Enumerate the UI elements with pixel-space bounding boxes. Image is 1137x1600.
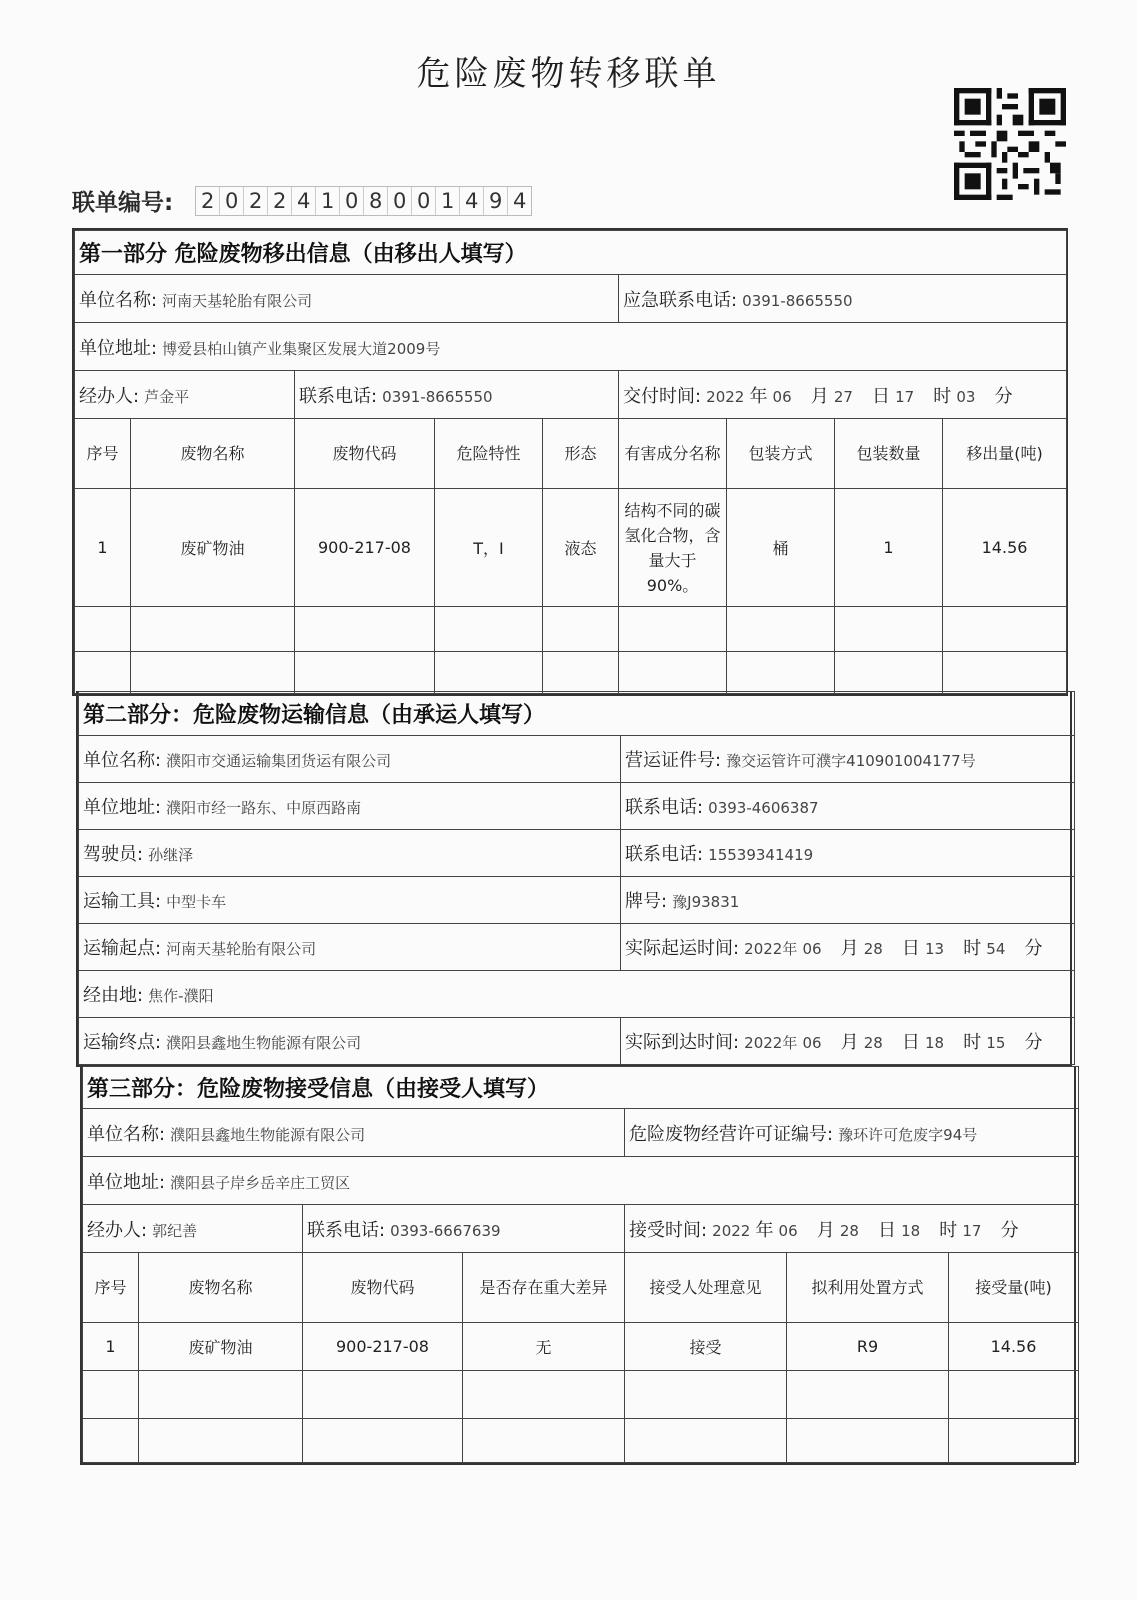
serial-label: 联单编号:	[72, 190, 174, 216]
table-row	[83, 1323, 1079, 1371]
table-row	[83, 1419, 1079, 1463]
serial-digit: 4	[292, 187, 316, 215]
row-form: 液态	[543, 489, 619, 607]
driver-value: 孙继泽	[148, 846, 194, 864]
carrier-name-label: 单位名称:	[83, 750, 162, 771]
column-header: 移出量(吨)	[943, 419, 1067, 489]
column-header: 接受量(吨)	[949, 1253, 1079, 1323]
table-row	[83, 1371, 1079, 1419]
month-unit: 月	[840, 938, 859, 959]
part3-section	[80, 1066, 1076, 1465]
arrive-day: 28	[863, 1034, 883, 1052]
month-unit: 月	[816, 1219, 835, 1241]
serial-digit: 9	[484, 187, 508, 215]
serial-digit: 0	[412, 187, 436, 215]
receiver-handler-label: 经办人:	[87, 1219, 148, 1241]
receive-day: 28	[839, 1221, 859, 1240]
part3-heading: 第三部分：危险废物接受信息（由接受人填写）	[87, 1077, 550, 1102]
column-header: 包装方式	[727, 419, 835, 489]
receiver-handler-value: 郭纪善	[152, 1221, 198, 1240]
license-label: 营运证件号:	[625, 750, 722, 771]
serial-digit: 1	[316, 187, 340, 215]
depart-hour: 13	[925, 940, 945, 958]
column-header: 废物名称	[139, 1253, 303, 1323]
year-unit: 年	[749, 385, 768, 407]
row-waste-name: 废矿物油	[131, 489, 295, 607]
row-amount: 14.56	[949, 1323, 1079, 1371]
plate-label: 牌号:	[625, 891, 668, 912]
receiver-phone-value: 0393-6667639	[390, 1221, 501, 1240]
column-header: 是否存在重大差异	[463, 1253, 625, 1323]
arrive-label: 实际到达时间:	[625, 1032, 740, 1053]
carrier-phone-value: 0393-4606387	[708, 799, 819, 817]
carrier-phone-label: 联系电话:	[625, 797, 704, 818]
carrier-address-label: 单位地址:	[83, 797, 162, 818]
unit-name-value: 河南天基轮胎有限公司	[162, 291, 313, 310]
receive-year: 2022	[712, 1221, 751, 1240]
minute-unit: 分	[1024, 938, 1043, 959]
hour-unit: 时	[963, 938, 982, 959]
receive-label: 接受时间:	[629, 1219, 708, 1241]
receiver-address-value: 濮阳县子岸乡岳辛庄工贸区	[170, 1173, 351, 1192]
address-value: 博爱县柏山镇产业集聚区发展大道2009号	[162, 339, 441, 358]
column-header: 危险特性	[435, 419, 543, 489]
serial-digit: 0	[388, 187, 412, 215]
part2-table	[78, 691, 1075, 1065]
arrive-month: 06	[802, 1034, 822, 1052]
via-value: 焦作-濮阳	[148, 987, 214, 1005]
depart-year: 2022年	[744, 940, 798, 958]
arrive-hour: 18	[925, 1034, 945, 1052]
plate-value: 豫J93831	[672, 893, 740, 911]
day-unit: 日	[901, 938, 920, 959]
arrive-time	[621, 1018, 1075, 1065]
month-unit: 月	[840, 1032, 859, 1053]
receiver-phone-label: 联系电话:	[307, 1219, 386, 1241]
receive-month: 06	[778, 1221, 798, 1240]
serial-digit: 0	[340, 187, 364, 215]
vehicle-value: 中型卡车	[166, 893, 227, 911]
dest-label: 运输终点:	[83, 1032, 162, 1053]
depart-time	[621, 924, 1075, 971]
address-label: 单位地址:	[79, 337, 158, 359]
emergency-phone-label: 应急联系电话:	[623, 289, 738, 311]
depart-label: 实际起运时间:	[625, 938, 740, 959]
driver-label: 驾驶员:	[83, 844, 144, 865]
row-no: 1	[75, 489, 131, 607]
dest-value: 濮阳县鑫地生物能源有限公司	[166, 1034, 362, 1052]
document-title: 危险废物转移联单	[416, 54, 721, 94]
column-header: 形态	[543, 419, 619, 489]
carrier-address-value: 濮阳市经一路东、中原西路南	[166, 799, 362, 817]
table-row	[75, 652, 1067, 694]
part2-heading: 第二部分：危险废物运输信息（由承运人填写）	[83, 703, 546, 728]
part1-heading: 第一部分 危险废物移出信息（由移出人填写）	[79, 242, 527, 267]
row-opinion: 接受	[625, 1323, 787, 1371]
unit-name-label: 单位名称:	[79, 289, 158, 311]
column-header: 序号	[83, 1253, 139, 1323]
column-header: 包装数量	[835, 419, 943, 489]
qr-code	[954, 88, 1066, 200]
serial-digit: 2	[244, 187, 268, 215]
delivery-label: 交付时间:	[623, 385, 702, 407]
driver-phone-value: 15539341419	[708, 846, 814, 864]
receiver-name-label: 单位名称:	[87, 1123, 166, 1145]
part3-table	[82, 1066, 1079, 1463]
row-waste-code: 900-217-08	[303, 1323, 463, 1371]
delivery-year: 2022	[706, 387, 745, 406]
origin-label: 运输起点:	[83, 938, 162, 959]
phone-label: 联系电话:	[299, 385, 378, 407]
receive-time	[625, 1205, 1079, 1253]
depart-month: 06	[802, 940, 822, 958]
delivery-time	[619, 371, 1067, 419]
month-unit: 月	[810, 385, 829, 407]
origin-value: 河南天基轮胎有限公司	[166, 940, 317, 958]
handler-label: 经办人:	[79, 385, 140, 407]
row-hazard: T，I	[435, 489, 543, 607]
column-header: 序号	[75, 419, 131, 489]
serial-digit: 4	[513, 188, 527, 213]
receive-hour: 18	[901, 1221, 921, 1240]
carrier-name-value: 濮阳市交通运输集团货运有限公司	[166, 752, 392, 770]
row-amount: 14.56	[943, 489, 1067, 607]
row-waste-name: 废矿物油	[139, 1323, 303, 1371]
minute-unit: 分	[994, 385, 1013, 407]
column-header: 废物代码	[303, 1253, 463, 1323]
serial-digit: 8	[364, 187, 388, 215]
depart-day: 28	[863, 940, 883, 958]
part1-table	[74, 230, 1067, 694]
row-package: 桶	[727, 489, 835, 607]
receiver-name-value: 濮阳县鑫地生物能源有限公司	[170, 1125, 366, 1144]
phone-value: 0391-8665550	[382, 387, 493, 406]
serial-digit: 2	[196, 187, 220, 215]
part1-section	[72, 228, 1068, 696]
hour-unit: 时	[939, 1219, 958, 1241]
column-header: 接受人处理意见	[625, 1253, 787, 1323]
serial-number-row	[72, 184, 532, 217]
column-header: 拟利用处置方式	[787, 1253, 949, 1323]
delivery-month: 06	[772, 387, 792, 406]
minute-unit: 分	[1024, 1032, 1043, 1053]
arrive-year: 2022年	[744, 1034, 798, 1052]
table-row	[75, 489, 1067, 607]
emergency-phone-value: 0391-8665550	[742, 291, 853, 310]
via-label: 经由地:	[83, 985, 144, 1006]
minute-unit: 分	[1000, 1219, 1019, 1241]
handler-value: 芦金平	[144, 387, 190, 406]
hour-unit: 时	[933, 385, 952, 407]
receiver-address-label: 单位地址:	[87, 1171, 166, 1193]
day-unit: 日	[872, 385, 891, 407]
arrive-minute: 15	[986, 1034, 1006, 1052]
permit-label: 危险废物经营许可证编号:	[629, 1123, 834, 1145]
driver-phone-label: 联系电话:	[625, 844, 704, 865]
license-value: 豫交运管许可濮字410901004177号	[726, 752, 976, 770]
serial-digit: 4	[460, 187, 484, 215]
part2-section	[76, 691, 1072, 1067]
year-unit: 年	[755, 1219, 774, 1241]
serial-digits	[195, 186, 532, 216]
row-component: 结构不同的碳氢化合物，含量大于90%。	[619, 489, 727, 607]
column-header: 废物代码	[295, 419, 435, 489]
column-header: 废物名称	[131, 419, 295, 489]
row-qty: 1	[835, 489, 943, 607]
row-difference: 无	[463, 1323, 625, 1371]
delivery-minute: 03	[956, 387, 976, 406]
serial-digit: 0	[220, 187, 244, 215]
serial-digit: 1	[436, 187, 460, 215]
hour-unit: 时	[963, 1032, 982, 1053]
row-waste-code: 900-217-08	[295, 489, 435, 607]
vehicle-label: 运输工具:	[83, 891, 162, 912]
depart-minute: 54	[986, 940, 1006, 958]
serial-digit: 2	[268, 187, 292, 215]
row-no: 1	[83, 1323, 139, 1371]
column-header: 有害成分名称	[619, 419, 727, 489]
receive-minute: 17	[962, 1221, 982, 1240]
table-row	[75, 607, 1067, 652]
permit-value: 豫环许可危废字94号	[838, 1125, 978, 1144]
day-unit: 日	[878, 1219, 897, 1241]
day-unit: 日	[901, 1032, 920, 1053]
delivery-day: 27	[833, 387, 853, 406]
row-method: R9	[787, 1323, 949, 1371]
delivery-hour: 17	[895, 387, 915, 406]
